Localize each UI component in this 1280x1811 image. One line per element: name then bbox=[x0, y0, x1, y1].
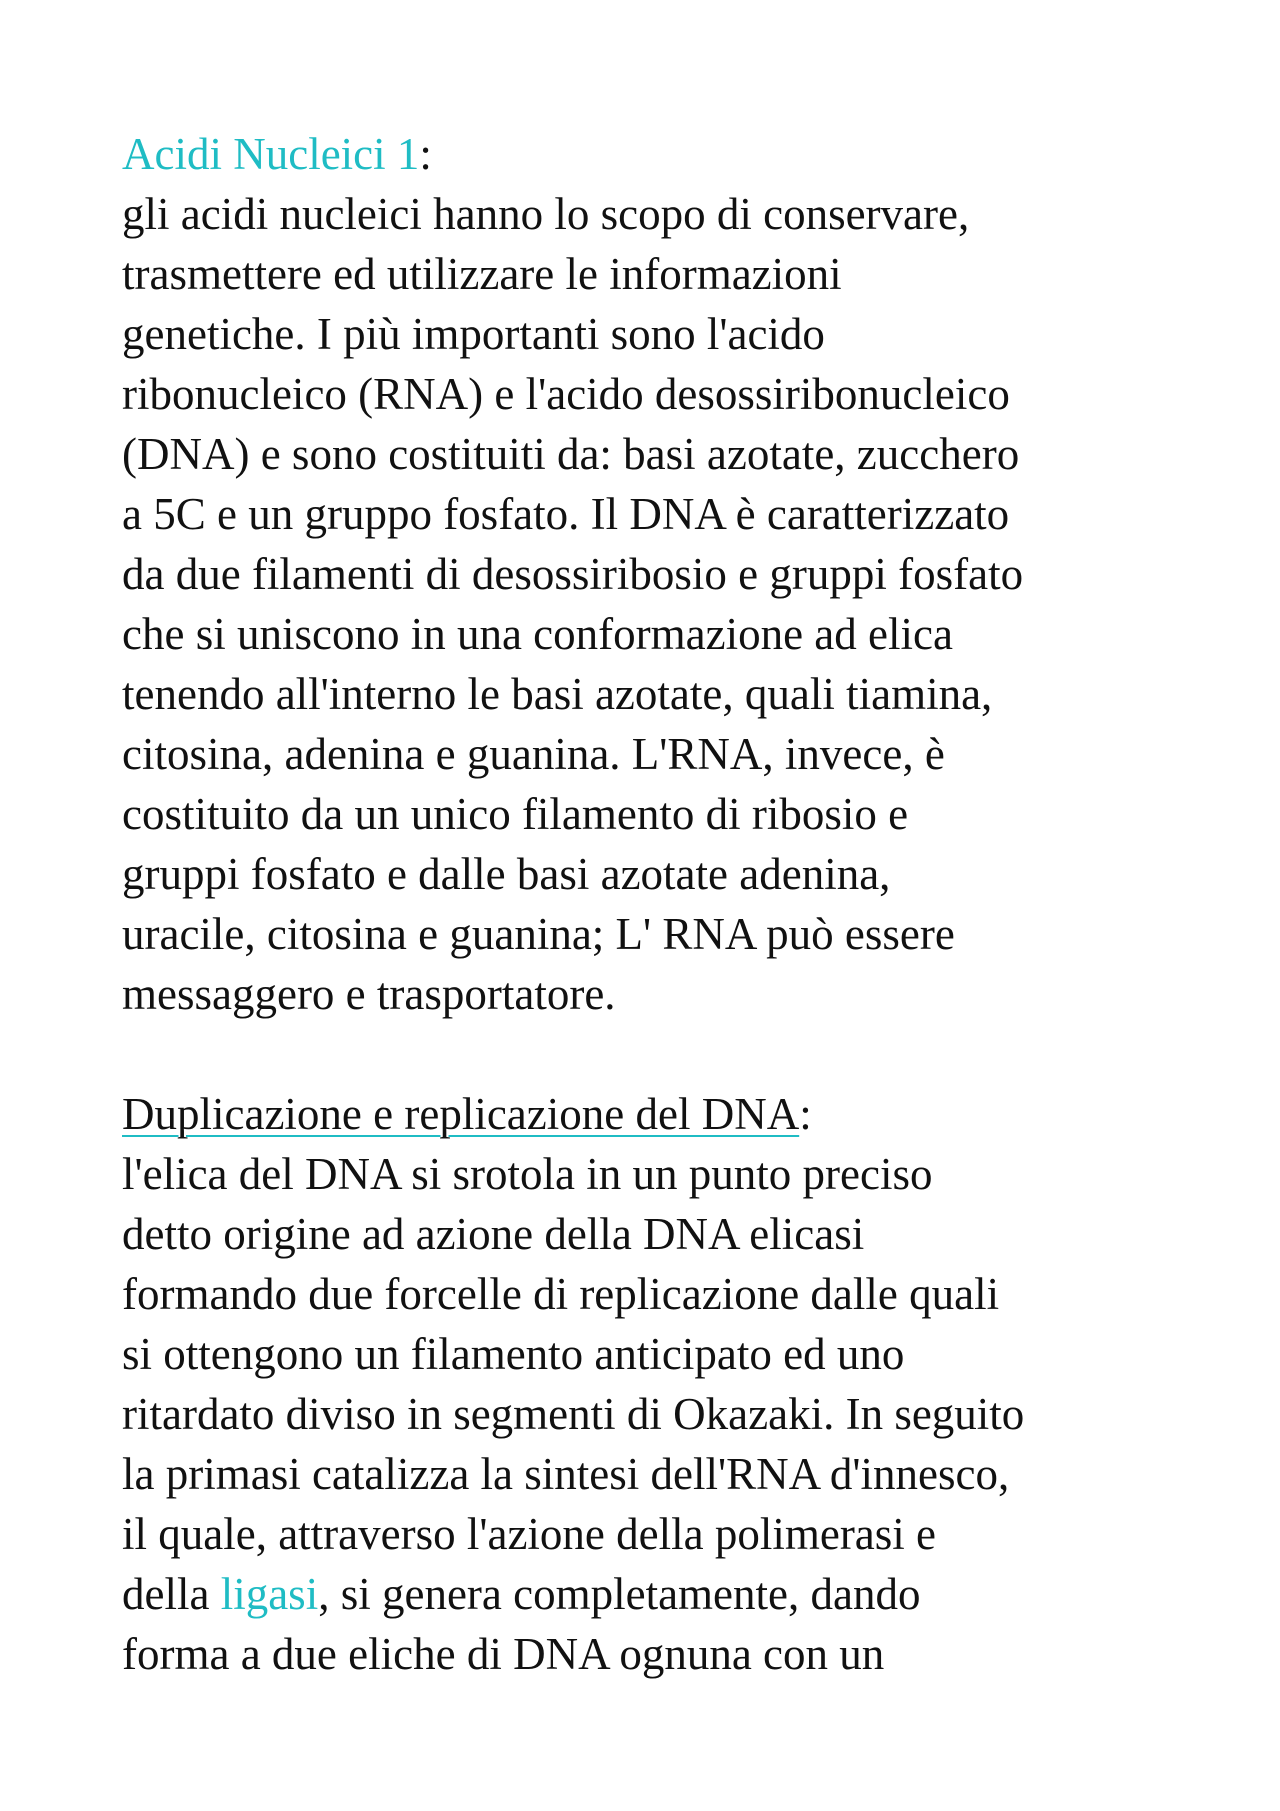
paragraph-line: da due filamenti di desossiribosio e gruppi fosfato bbox=[122, 549, 1024, 599]
paragraph-line: a 5C e un gruppo fosfato. Il DNA è caratterizzato bbox=[122, 489, 1010, 539]
paragraph-line: ritardato diviso in segmenti di Okazaki. In seguito bbox=[122, 1389, 1025, 1439]
paragraph-line: costituito da un unico filamento di ribosio e bbox=[122, 789, 909, 839]
paragraph-line: tenendo all'interno le basi azotate, quali tiamina, bbox=[122, 669, 993, 719]
paragraph-line: che si uniscono in una conformazione ad elica bbox=[122, 609, 953, 659]
paragraph-line: il quale, attraverso l'azione della polimerasi e bbox=[122, 1509, 937, 1559]
section-body-duplicazione bbox=[122, 1144, 1252, 1684]
paragraph-line: (DNA) e sono costituiti da: basi azotate, zucchero bbox=[122, 429, 1020, 479]
section-heading-acidi-nucleici bbox=[122, 124, 1252, 184]
line-text-after: , si genera completamente, dando bbox=[318, 1569, 921, 1619]
highlighted-term-ligasi: ligasi bbox=[220, 1569, 319, 1619]
paragraph-line: forma a due eliche di DNA ognuna con un bbox=[122, 1629, 885, 1679]
paragraph-line: detto origine ad azione della DNA elicasi bbox=[122, 1209, 865, 1259]
paragraph-line: messaggero e trasportatore. bbox=[122, 969, 616, 1019]
paragraph-line: formando due forcelle di replicazione dalle quali bbox=[122, 1269, 1000, 1319]
document-page bbox=[122, 124, 1252, 1684]
paragraph-line: citosina, adenina e guanina. L'RNA, invece, è bbox=[122, 729, 945, 779]
title-colon: : bbox=[419, 129, 432, 179]
paragraph-line: la primasi catalizza la sintesi dell'RNA d'innesco, bbox=[122, 1449, 1010, 1499]
paragraph-line: gli acidi nucleici hanno lo scopo di conservare, bbox=[122, 189, 970, 239]
paragraph-line: si ottengono un filamento anticipato ed uno bbox=[122, 1329, 905, 1379]
section-title: Acidi Nucleici 1 bbox=[122, 129, 420, 179]
paragraph-line: genetiche. I più importanti sono l'acido bbox=[122, 309, 825, 359]
paragraph-line: ribonucleico (RNA) e l'acido desossiribonucleico bbox=[122, 369, 1010, 419]
line-text-before: della bbox=[122, 1569, 221, 1619]
section-body-acidi-nucleici bbox=[122, 184, 1252, 1024]
section-heading-duplicazione bbox=[122, 1084, 1252, 1144]
paragraph-line: uracile, citosina e guanina; L' RNA può essere bbox=[122, 909, 955, 959]
paragraph-spacer bbox=[122, 1024, 1252, 1084]
title-colon: : bbox=[799, 1089, 812, 1139]
paragraph-line-with-highlight bbox=[122, 1564, 1252, 1624]
paragraph-line: gruppi fosfato e dalle basi azotate adenina, bbox=[122, 849, 891, 899]
section-title: Duplicazione e replicazione del DNA bbox=[122, 1089, 800, 1139]
paragraph-line: trasmettere ed utilizzare le informazioni bbox=[122, 249, 842, 299]
paragraph-line: l'elica del DNA si srotola in un punto preciso bbox=[122, 1149, 933, 1199]
